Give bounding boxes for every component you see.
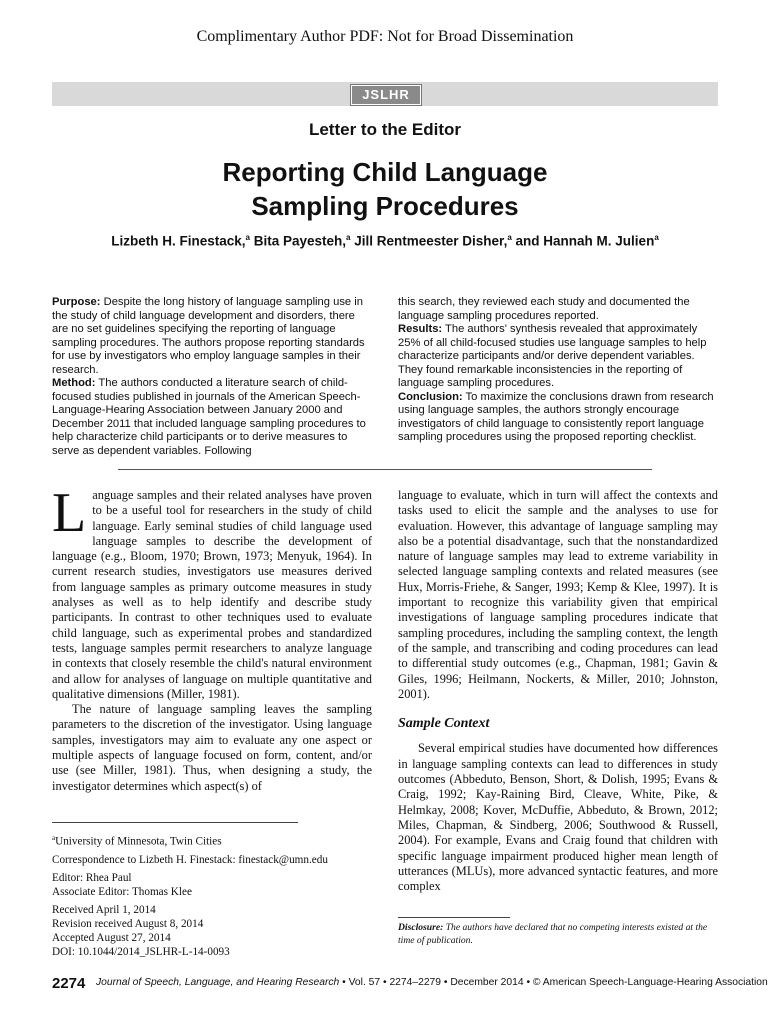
results-text: The authors' synthesis revealed that approximately 25% of all child-focused studies use language samples to help characterize participants and/or derive dependent variables. They found remarkable inconsistencies in the reporting of language sampling procedures. — [398, 323, 707, 390]
correspondence-note: Correspondence to Lizbeth H. Finestack: finestack@umn.edu — [52, 853, 328, 866]
abstract-right-column — [398, 296, 718, 445]
accepted-date: Accepted August 27, 2014 — [52, 932, 171, 945]
journal-badge: JSLHR — [351, 85, 421, 105]
article-title — [0, 155, 770, 223]
abstract-conclusion — [398, 391, 718, 445]
affiliation-note — [52, 831, 372, 849]
drop-cap: L — [52, 482, 87, 544]
disclosure-divider — [398, 917, 510, 918]
abstract-left-column — [52, 296, 372, 459]
body-left-column — [52, 482, 372, 794]
citation-details: • Vol. 57 • 2274–2279 • December 2014 • © American Speech-Language-Hearing Association — [342, 977, 768, 988]
title-line-2: Sampling Procedures — [251, 191, 519, 221]
section-heading: Sample Context — [398, 716, 490, 732]
body-paragraph-2: The nature of language sampling leaves the sampling parameters to the discretion of the investigator. Using language samples, investigators may aim to evaluate any one aspect or multiple aspects of language focused on form, content, and/or use (see Miller, 1981). Thus, when designing a study, the investigator determines which aspect(s) of — [52, 702, 372, 793]
author-name: Bita Payesteh, — [253, 233, 347, 249]
abstract-method — [52, 377, 372, 458]
abstract-purpose — [52, 296, 372, 377]
affiliation-mark: a — [346, 233, 351, 242]
method-label: Method: — [52, 377, 96, 390]
author-list — [0, 233, 770, 249]
footnote-divider — [52, 822, 298, 823]
body-paragraph-2-continued: language to evaluate, which in turn will affect the contexts and tasks used to elicit the sample and the analyses to use for evaluation. However, this advantage of language sampling may also be a potential disadvantage, such that the nonstandardized nature of language samples may lead to extreme variability in selected language sampling contexts and related measures (see Hux, Morris-Friehe, & Sanger, 1993; Kemp & Klee, 1997). It is important to recognize this variability given that empirical investigations of language sampling procedures indicate that sampling procedures, including the sampling context, the length of the sample, and transcribing and coding procedures can lead to differential study outcomes (e.g., Chapman, 1981; Gavin & Giles, 1996; Heilmann, Nockerts, & Miller, 2010; Johnston, 2001). — [398, 488, 718, 701]
affiliation-mark: a — [654, 233, 659, 242]
complimentary-notice: Complimentary Author PDF: Not for Broad Dissemination — [196, 28, 574, 45]
editor-note: Editor: Rhea Paul — [52, 871, 132, 884]
footnotes — [52, 831, 372, 959]
method-text: The authors conducted a literature search of child-focused studies published in journals of the American Speech-Language-Hearing Association between January 2000 and December 2011 that included language sampling procedures to help characterize child participants or to derive measures to serve as dependent variables. Following — [52, 377, 366, 458]
results-label: Results: — [398, 323, 443, 336]
page-number: 2274 — [52, 975, 86, 992]
author-name: Lizbeth H. Finestack, — [111, 233, 246, 249]
abstract-results — [398, 323, 718, 391]
abstract-divider — [118, 469, 652, 470]
title-line-1: Reporting Child Language — [222, 157, 548, 187]
disclosure-text: The authors have declared that no competing interests existed at the time of publication. — [398, 922, 708, 946]
affiliation-mark: a — [507, 233, 512, 242]
paragraph-1-text: anguage samples and their related analyses have proven to be a useful tool for researchers in the study of child language. Early seminal studies of child language used language samples to describe the development of language (e.g., Bloom, 1970; Brown, 1973; Menyuk, 1964). In current research studies, investigators use measures derived from language samples as primary outcome measures in study analyses as well as to help identify and describe study participants. In contrast to other techniques used to evaluate child language, such as experimental probes and standardized tests, language samples permit researchers to analyze language in contexts that closely resemble the child's natural environment and allow for analyses of language on multiple quantitative and qualitative dimensions (Miller, 1981). — [52, 488, 372, 701]
disclosure-note — [398, 921, 718, 947]
conclusion-text: To maximize the conclusions drawn from research using language samples, the authors strongly encourage investigators of child language to consistently report language sampling procedures using the proposed reporting checklist. — [398, 390, 714, 444]
affiliation-text: University of Minnesota, Twin Cities — [55, 835, 222, 848]
footer-citation — [96, 977, 768, 988]
author-name: Jill Rentmeester Disher, — [354, 233, 508, 249]
section-label: Letter to the Editor — [308, 120, 462, 139]
doi-link[interactable]: DOI: 10.1044/2014_JSLHR-L-14-0093 — [52, 946, 230, 959]
affiliation-mark: a — [245, 233, 250, 242]
body-paragraph-3: Several empirical studies have documented how differences in language sampling contexts can lead to differences in study outcomes (Abbeduto, Benson, Short, & Dolish, 1995; Evans & Craig, 1992; Kay-Raining Bird, Cleave, White, Pike, & Helmkay, 2008; Kover, McDuffie, Abbeduto, & Brown, 2012; Miles, Chapman, & Sindberg, 2006; Southwood & Russell, 2004). For example, Evans and Craig found that children with specific language impairment produced higher mean length of utterances (MLUs), more advanced syntactic features, and more complex — [398, 741, 718, 894]
received-date: Received April 1, 2014 — [52, 904, 156, 917]
purpose-text: Despite the long history of language sampling use in the study of child language development and disorders, there are no set guidelines specifying the reporting of language sampling procedures. The authors propose reporting standards for use by investigators who employ language samples in their research. — [52, 296, 365, 376]
revision-date: Revision received August 8, 2014 — [52, 918, 204, 931]
disclosure-label: Disclosure: — [398, 922, 444, 933]
associate-editor-note: Associate Editor: Thomas Klee — [52, 886, 192, 899]
body-paragraph-1 — [52, 482, 372, 702]
conclusion-label: Conclusion: — [398, 390, 463, 403]
author-name: and Hannah M. Julien — [515, 233, 655, 249]
body-right-column — [398, 488, 718, 894]
affiliation-mark: a — [52, 834, 56, 842]
purpose-label: Purpose: — [52, 296, 101, 308]
abstract-method-continued: this search, they reviewed each study and documented the language sampling procedures reported. — [398, 296, 690, 322]
journal-name: Journal of Speech, Language, and Hearing Research — [96, 977, 340, 988]
